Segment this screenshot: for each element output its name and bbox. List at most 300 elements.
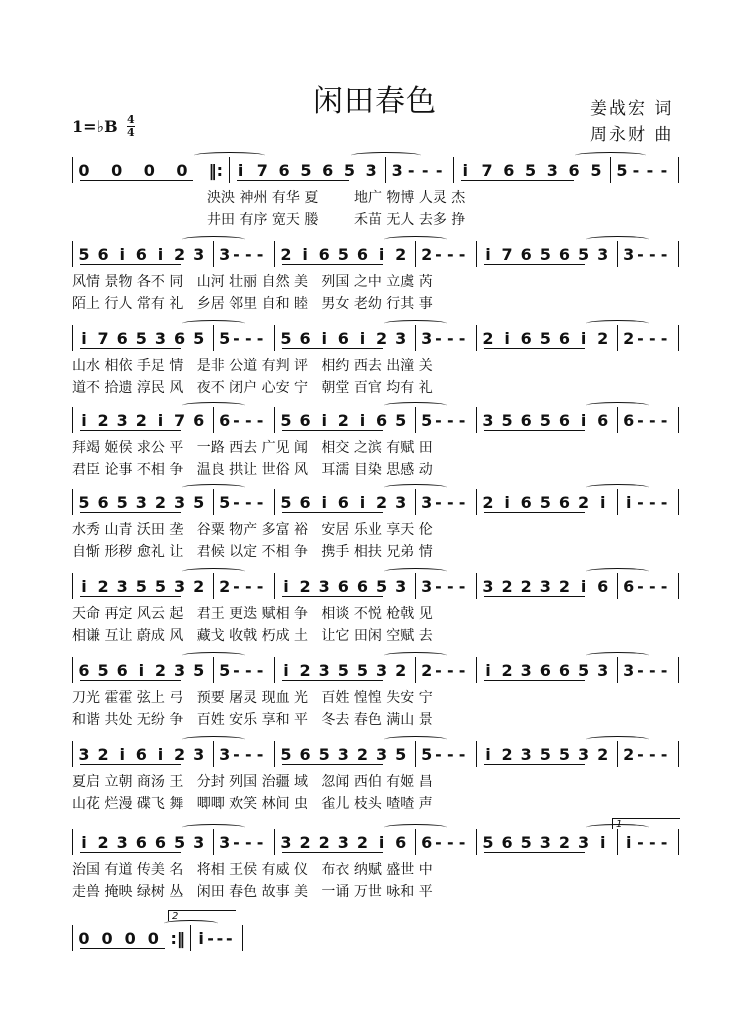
note: 2 — [395, 660, 407, 680]
note: 5 — [421, 744, 433, 764]
note: 3 — [421, 492, 433, 512]
note: 6 — [278, 160, 290, 180]
beam-line — [282, 430, 383, 431]
beam-line — [484, 680, 585, 681]
note: 2 — [501, 576, 513, 596]
note: 3 — [318, 660, 330, 680]
note: 3 — [193, 244, 205, 264]
beam-line — [282, 680, 383, 681]
note: - — [244, 410, 252, 430]
note: 5 — [174, 832, 186, 852]
beam-line — [80, 680, 181, 681]
page-title: 闲田春色 — [313, 84, 437, 119]
note: - — [458, 660, 466, 680]
note: i — [580, 328, 587, 348]
note: i — [157, 410, 164, 430]
note: i — [138, 660, 145, 680]
note: - — [233, 744, 240, 764]
note: 2 — [280, 244, 292, 264]
note: - — [435, 160, 443, 180]
lyric-line: 山水 相依 手足 情 是非 公道 有判 评 相约 西去 出潼 关 — [72, 358, 433, 374]
note: 5 — [193, 492, 205, 512]
barline — [274, 829, 275, 855]
beam-line — [80, 348, 181, 349]
note: - — [207, 928, 214, 948]
note: 6 — [299, 328, 311, 348]
note: 3 — [578, 744, 590, 764]
note: 5 — [539, 328, 551, 348]
note: 0 — [78, 160, 90, 180]
note: - — [225, 928, 233, 948]
beam-line — [484, 852, 585, 853]
beam-line — [282, 852, 383, 853]
note: 3 — [174, 576, 186, 596]
note: 2 — [97, 744, 109, 764]
barline — [72, 573, 73, 599]
note: - — [244, 328, 252, 348]
lyric-line: 刀光 霍霍 弦上 弓 预要 屠灵 现血 光 百姓 惶惶 失安 宁 — [72, 690, 433, 706]
barline — [678, 573, 679, 599]
note: 2 — [97, 832, 109, 852]
note: 2 — [219, 576, 231, 596]
note: 6 — [568, 160, 580, 180]
note: ‖: — [208, 160, 223, 180]
note: i — [485, 244, 491, 264]
note: 2 — [623, 328, 635, 348]
measure — [391, 157, 445, 183]
barline — [678, 407, 679, 433]
measure — [219, 657, 266, 683]
beam-line — [80, 948, 165, 949]
beam-line — [484, 512, 585, 513]
barline — [617, 573, 618, 599]
time-signature — [127, 115, 135, 138]
note: 5 — [135, 576, 147, 596]
barline — [610, 157, 611, 183]
note: - — [407, 160, 415, 180]
barline — [415, 489, 416, 515]
note: - — [458, 832, 466, 852]
note: - — [233, 660, 240, 680]
barline — [213, 325, 214, 351]
note: 6 — [558, 660, 571, 680]
measure — [219, 573, 266, 599]
note: 5 — [116, 492, 128, 512]
note: 3 — [395, 492, 407, 512]
note: - — [244, 576, 252, 596]
note: 5 — [343, 160, 355, 180]
note: 3 — [376, 744, 388, 764]
measure — [623, 657, 670, 683]
measure — [219, 829, 266, 855]
note: - — [256, 660, 264, 680]
barline — [72, 489, 73, 515]
beam-line — [80, 512, 181, 513]
note: 3 — [623, 244, 635, 264]
note: 2 — [520, 576, 532, 596]
note: 7 — [501, 244, 513, 264]
barline — [274, 573, 275, 599]
note: 3 — [539, 832, 551, 852]
time-sig-top: 4 — [127, 113, 135, 126]
note: i — [321, 492, 327, 512]
measure — [421, 829, 468, 855]
note: 5 — [154, 576, 167, 596]
barline — [213, 407, 214, 433]
barline — [678, 489, 679, 515]
note: 6 — [356, 576, 369, 596]
barline — [476, 573, 477, 599]
note: - — [660, 244, 668, 264]
barline — [476, 741, 477, 767]
note: 6 — [376, 410, 388, 430]
note: - — [256, 244, 264, 264]
note: 2 — [154, 660, 167, 680]
lyric-line: 君臣 论事 不相 争 温良 拱让 世俗 风 耳濡 目染 思感 动 — [72, 462, 433, 478]
note: - — [660, 576, 668, 596]
note: 6 — [97, 492, 109, 512]
note: - — [660, 744, 668, 764]
note: i — [81, 410, 87, 430]
note: 2 — [421, 660, 433, 680]
barline — [476, 657, 477, 683]
barline — [415, 407, 416, 433]
measure — [219, 741, 266, 767]
note: 5 — [578, 244, 590, 264]
barline — [72, 925, 73, 951]
note: 2 — [356, 832, 369, 852]
measure — [421, 407, 468, 433]
note: 5 — [539, 492, 551, 512]
barline — [617, 325, 618, 351]
note: - — [458, 244, 466, 264]
note: 6 — [558, 244, 571, 264]
beam-line — [484, 596, 585, 597]
note: - — [637, 576, 644, 596]
note: 5 — [318, 744, 330, 764]
note: 2 — [578, 492, 590, 512]
measure — [219, 241, 266, 267]
note: 3 — [421, 328, 433, 348]
note: i — [504, 328, 510, 348]
note: 6 — [597, 576, 609, 596]
beam-line — [484, 764, 585, 765]
barline — [476, 241, 477, 267]
note: i — [600, 492, 606, 512]
note: 5 — [78, 492, 90, 512]
measure — [623, 325, 670, 351]
lyric-line: 相谦 互让 蔚成 风 藏戈 收戟 朽成 土 让它 田闲 空赋 去 — [72, 628, 433, 644]
note: 5 — [539, 244, 551, 264]
barline — [617, 241, 618, 267]
beam-line — [237, 180, 350, 181]
lyric-line: 治国 有道 传美 名 将相 王侯 有威 仪 布衣 纳赋 盛世 中 — [72, 862, 433, 878]
barline — [72, 325, 73, 351]
note: i — [198, 928, 204, 948]
note: - — [435, 832, 442, 852]
measure — [616, 157, 670, 183]
barline — [476, 325, 477, 351]
note: 5 — [520, 832, 532, 852]
note: 5 — [395, 744, 407, 764]
note: 2 — [135, 410, 147, 430]
note: 3 — [174, 492, 186, 512]
note: 3 — [219, 832, 231, 852]
note: 5 — [356, 660, 369, 680]
note: i — [283, 576, 289, 596]
barline — [213, 829, 214, 855]
note: - — [660, 160, 668, 180]
note: 6 — [421, 832, 433, 852]
barline — [415, 829, 416, 855]
note: 6 — [539, 660, 551, 680]
note: 3 — [116, 832, 128, 852]
note: i — [157, 244, 164, 264]
note: 6 — [78, 660, 90, 680]
measure — [421, 741, 468, 767]
note: i — [485, 744, 491, 764]
beam-line — [80, 264, 181, 265]
beam-line — [80, 596, 181, 597]
note: 3 — [482, 410, 494, 430]
note: - — [637, 410, 644, 430]
beam-line — [282, 596, 383, 597]
barline — [678, 241, 679, 267]
volta-2: 2 — [168, 910, 236, 921]
note: 5 — [395, 410, 407, 430]
note: 2 — [97, 410, 109, 430]
note: 3 — [546, 160, 558, 180]
note: 6 — [135, 832, 147, 852]
barline — [274, 241, 275, 267]
note: i — [119, 244, 125, 264]
note: 3 — [482, 576, 494, 596]
note: - — [244, 660, 252, 680]
note: 5 — [97, 660, 109, 680]
note: 3 — [135, 492, 147, 512]
note: - — [660, 660, 668, 680]
note: i — [119, 744, 125, 764]
note: - — [446, 492, 454, 512]
note: 3 — [421, 576, 433, 596]
note: 3 — [597, 660, 609, 680]
note: 2 — [501, 660, 513, 680]
note: - — [233, 328, 240, 348]
note: 2 — [597, 744, 609, 764]
note: i — [81, 576, 87, 596]
note: - — [233, 492, 240, 512]
beam-line — [484, 430, 585, 431]
note: 2 — [597, 328, 609, 348]
composer: 周永财 曲 — [590, 125, 674, 145]
lyric-line: 陌上 行人 常有 礼 乡居 邻里 自和 睦 男女 老幼 行其 事 — [72, 296, 433, 312]
note: - — [648, 576, 656, 596]
note: - — [637, 660, 644, 680]
measure — [421, 489, 468, 515]
lyric-line: 自惭 形秽 愈礼 让 君候 以定 不相 争 携手 相扶 兄弟 情 — [72, 544, 433, 560]
barline — [72, 657, 73, 683]
note: 5 — [193, 328, 205, 348]
note: 6 — [154, 832, 167, 852]
note: 3 — [395, 576, 407, 596]
barline — [213, 741, 214, 767]
barline — [385, 157, 386, 183]
note: 6 — [501, 832, 513, 852]
note: 5 — [300, 160, 312, 180]
note: 3 — [318, 576, 330, 596]
note: 5 — [337, 660, 349, 680]
note: 2 — [337, 410, 349, 430]
beam-line — [282, 348, 383, 349]
barline — [415, 657, 416, 683]
note: 3 — [520, 744, 532, 764]
note: 5 — [337, 244, 349, 264]
note: 6 — [299, 410, 311, 430]
note: 2 — [558, 832, 571, 852]
note: i — [600, 832, 606, 852]
note: 5 — [193, 660, 205, 680]
note: 2 — [482, 328, 494, 348]
barline — [453, 157, 454, 183]
note: - — [435, 410, 442, 430]
note: 6 — [520, 492, 532, 512]
note: - — [446, 410, 454, 430]
measure — [421, 325, 468, 351]
note: 6 — [97, 244, 109, 264]
note: 6 — [135, 244, 147, 264]
note: 3 — [395, 328, 407, 348]
note: 2 — [482, 492, 494, 512]
note: 3 — [280, 832, 292, 852]
beam-line — [282, 764, 383, 765]
note: i — [157, 744, 164, 764]
lyric-line: 走兽 掩映 绿树 丛 闲田 春色 故事 美 一诵 万世 咏和 平 — [72, 884, 433, 900]
note: 6 — [337, 328, 349, 348]
note: - — [244, 744, 252, 764]
note: 2 — [623, 744, 635, 764]
measure — [623, 241, 670, 267]
note: 3 — [365, 160, 377, 180]
note: 2 — [421, 244, 433, 264]
barline — [274, 657, 275, 683]
barline — [415, 241, 416, 267]
note: - — [233, 410, 240, 430]
lyric-line: 道不 拾遗 淳民 风 夜不 闭户 心安 宁 朝堂 百官 均有 礼 — [72, 380, 433, 396]
volta-1: 1 — [612, 818, 680, 829]
note: 5 — [578, 660, 590, 680]
note: 6 — [135, 744, 147, 764]
note: i — [504, 492, 510, 512]
beam-line — [282, 512, 383, 513]
barline — [415, 325, 416, 351]
lyric-line: 井田 有序 宽天 媵 禾苗 无人 去多 挣 — [207, 212, 466, 228]
note: 0 — [176, 160, 188, 180]
note: i — [462, 160, 469, 180]
note: 5 — [539, 744, 551, 764]
note: - — [256, 832, 264, 852]
note: - — [435, 492, 442, 512]
note: 6 — [193, 410, 205, 430]
note: 2 — [193, 576, 205, 596]
note: - — [233, 832, 240, 852]
note: i — [485, 660, 491, 680]
measure — [623, 741, 670, 767]
note: - — [256, 744, 264, 764]
note: 5 — [539, 410, 551, 430]
note: 2 — [558, 576, 571, 596]
note: i — [359, 328, 366, 348]
note: 6 — [623, 410, 635, 430]
barline — [274, 489, 275, 515]
beam-line — [80, 852, 181, 853]
barline — [678, 741, 679, 767]
note: i — [302, 244, 308, 264]
barline — [476, 407, 477, 433]
note: 7 — [481, 160, 493, 180]
note: 3 — [78, 744, 90, 764]
barline — [617, 657, 618, 683]
note: - — [660, 492, 668, 512]
note: - — [216, 928, 224, 948]
note: - — [648, 410, 656, 430]
note: 6 — [395, 832, 407, 852]
note: 2 — [501, 744, 513, 764]
note: - — [256, 410, 264, 430]
lyric-line: 拜竭 姬侯 求公 平 一路 西去 广见 闻 相交 之滨 有赋 田 — [72, 440, 433, 456]
note: 2 — [356, 744, 369, 764]
beam-line — [461, 180, 574, 181]
note: 3 — [116, 410, 128, 430]
measure — [421, 657, 468, 683]
note: 5 — [280, 410, 292, 430]
barline — [213, 657, 214, 683]
note: 5 — [280, 744, 292, 764]
note: - — [648, 492, 656, 512]
barline — [72, 829, 73, 855]
note: - — [637, 832, 644, 852]
note: - — [446, 660, 454, 680]
note: 2 — [376, 328, 388, 348]
note: 3 — [597, 244, 609, 264]
note: - — [458, 576, 466, 596]
note: 5 — [482, 832, 494, 852]
note: 3 — [391, 160, 403, 180]
note: 5 — [501, 410, 513, 430]
note: 3 — [193, 744, 205, 764]
note: 6 — [520, 410, 532, 430]
note: - — [435, 244, 442, 264]
note: 2 — [376, 492, 388, 512]
measure — [219, 325, 266, 351]
measure — [623, 573, 670, 599]
beam-line — [80, 180, 193, 181]
barline — [229, 157, 230, 183]
note: 0 — [111, 160, 123, 180]
barline — [72, 157, 73, 183]
measure — [623, 829, 670, 855]
note: - — [637, 328, 644, 348]
note: 5 — [376, 576, 388, 596]
note: 3 — [116, 576, 128, 596]
note: 6 — [558, 410, 571, 430]
note: 3 — [154, 328, 167, 348]
note: 3 — [337, 744, 349, 764]
note: 3 — [539, 576, 551, 596]
note: 2 — [299, 576, 311, 596]
beam-line — [484, 348, 585, 349]
note: 5 — [558, 744, 571, 764]
note: - — [244, 492, 252, 512]
